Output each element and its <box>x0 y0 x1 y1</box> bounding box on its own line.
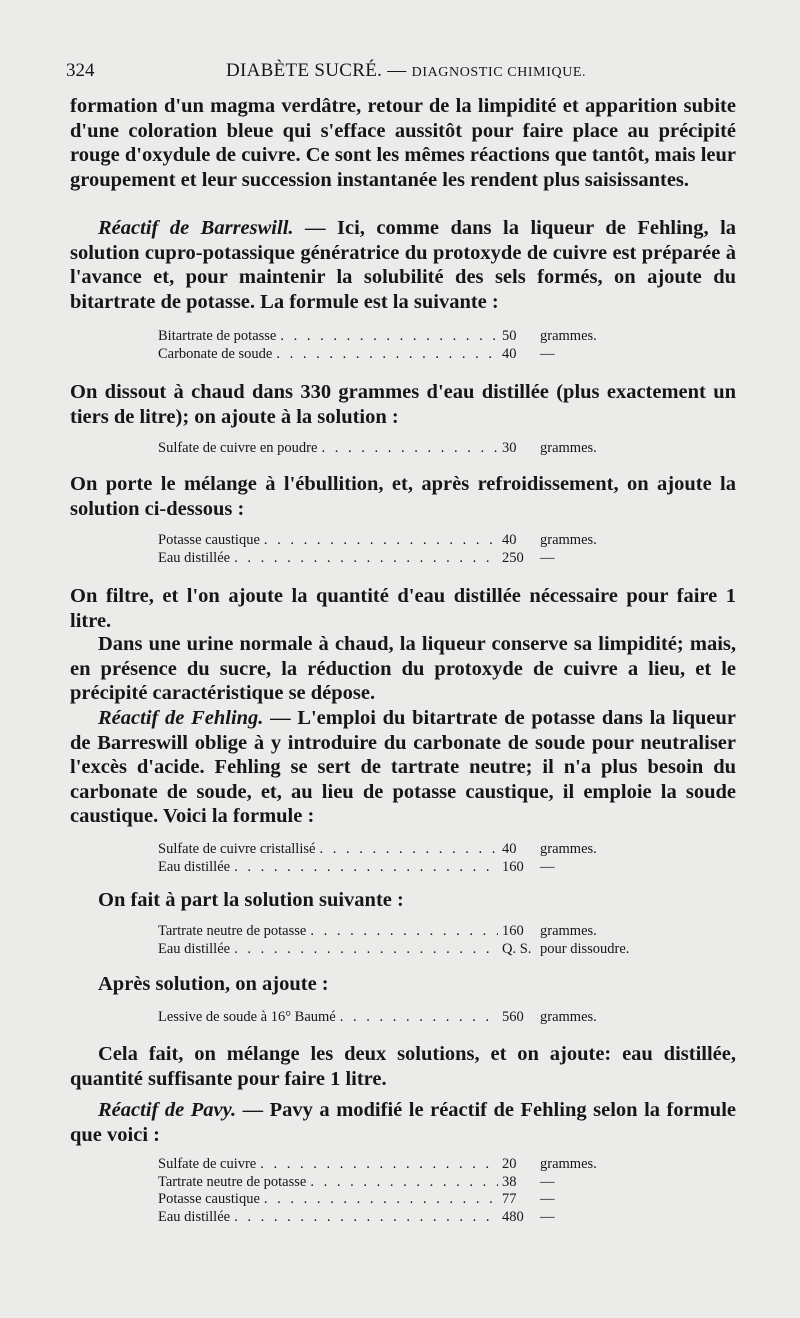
paragraph-text: formation d'un magma verdâtre, retour de la limpidité et apparition subite d'une coloration bleue qui s'efface aussitôt pour faire place au précipité rouge d'oxydule de cuivre. Ce sont les mêmes réactions que tantôt, mais leur groupement et leur succession instantanée les rendent plus saisissantes. <box>70 95 736 191</box>
leader-dots <box>234 941 498 959</box>
ingredient-qty: 40 <box>502 841 517 857</box>
recipe-fehling-2 <box>158 923 658 958</box>
ingredient-qty: 480 <box>502 1208 524 1225</box>
recipe-row <box>158 923 658 941</box>
running-title-section: DIAGNOSTIC CHIMIQUE. <box>411 65 587 80</box>
ingredient-name: Carbonate de soude <box>158 345 273 362</box>
ingredient-name: Lessive de soude à 16° Baumé <box>158 1009 336 1025</box>
ingredient-name: Tartrate neutre de potasse <box>158 1173 307 1190</box>
leader-dots <box>264 532 498 550</box>
leader-dots <box>280 328 498 346</box>
recipe-pavy <box>158 1156 658 1226</box>
recipe-row <box>158 440 658 458</box>
ingredient-unit: — <box>540 345 555 362</box>
page-number: 324 <box>66 60 95 81</box>
recipe-row <box>158 1156 658 1174</box>
recipe-row <box>158 1209 658 1227</box>
ingredient-unit: grammes. <box>540 841 597 857</box>
leader-dots <box>319 841 498 859</box>
running-title-main: DIABÈTE SUCRÉ. — <box>226 60 412 81</box>
paragraph-apres-solution <box>70 972 736 997</box>
paragraph-text <box>70 706 736 829</box>
ingredient-unit: — <box>540 1191 555 1207</box>
ingredient-qty: 77 <box>502 1191 517 1207</box>
paragraph-pavy <box>70 1098 736 1147</box>
recipe-fehling-3 <box>158 1009 658 1027</box>
leader-dots <box>310 1174 498 1192</box>
ingredient-qty: 160 <box>502 858 524 875</box>
ingredient-unit: grammes. <box>540 328 597 344</box>
paragraph-filtre <box>70 584 736 633</box>
leader-dots <box>234 859 498 877</box>
paragraph-text: On dissout à chaud dans 330 grammes d'eau distillée (plus exactement un tiers de litre); on ajoute à la solution : <box>70 381 736 428</box>
paragraph-melange <box>70 1042 736 1091</box>
ingredient-unit: grammes. <box>540 1009 597 1025</box>
leader-dots <box>260 1156 498 1174</box>
paragraph-text: Cela fait, on mélange les deux solutions, et on ajoute: eau distillée, quantité suffisante pour faire 1 litre. <box>70 1043 736 1090</box>
ingredient-unit: grammes. <box>540 440 597 456</box>
ingredient-unit: — <box>540 1173 555 1190</box>
section-title-pavy: Réactif de Pavy. <box>98 1099 237 1121</box>
ingredient-name: Bitartrate de potasse <box>158 328 277 344</box>
recipe-row <box>158 550 658 568</box>
ingredient-qty: 20 <box>502 1156 517 1172</box>
ingredient-qty: 50 <box>502 328 517 344</box>
recipe-row <box>158 859 658 877</box>
ingredient-qty: Q. S. <box>502 940 532 957</box>
leader-dots <box>340 1009 498 1027</box>
recipe-row <box>158 532 658 550</box>
recipe-fehling-1 <box>158 841 658 876</box>
leader-dots <box>310 923 498 941</box>
paragraph-text: Dans une urine normale à chaud, la liqueur conserve sa limpidité; mais, en présence du sucre, la réduction du protoxyde de cuivre a lieu, et le précipité caractéristique se dépose. <box>70 633 736 704</box>
section-title-fehling: Réactif de Fehling. <box>98 707 264 729</box>
ingredient-name: Eau distillée <box>158 549 231 566</box>
running-header <box>66 60 732 86</box>
leader-dots <box>264 1191 498 1209</box>
paragraph-urine <box>70 632 736 706</box>
ingredient-unit: — <box>540 858 555 875</box>
ingredient-unit: — <box>540 1208 555 1225</box>
leader-dots <box>276 346 498 364</box>
leader-dots <box>234 550 498 568</box>
leader-dots <box>234 1209 498 1227</box>
ingredient-qty: 160 <box>502 923 524 939</box>
ingredient-name: Sulfate de cuivre cristallisé <box>158 841 316 857</box>
ingredient-qty: 40 <box>502 532 517 548</box>
running-title <box>226 60 586 82</box>
leader-dots <box>321 440 498 458</box>
paragraph-text: On fait à part la solution suivante : <box>98 889 404 911</box>
paragraph-text: On porte le mélange à l'ébullition, et, après refroidissement, on ajoute la solution ci-dessous : <box>70 473 736 520</box>
recipe-barreswill-3 <box>158 532 658 567</box>
paragraph-dissout <box>70 380 736 429</box>
recipe-row <box>158 1191 658 1209</box>
ingredient-qty: 560 <box>502 1009 524 1025</box>
recipe-barreswill-2 <box>158 440 658 458</box>
recipe-row <box>158 328 658 346</box>
paragraph-text <box>70 216 736 314</box>
ingredient-name: Eau distillée <box>158 940 231 957</box>
ingredient-qty: 30 <box>502 440 517 456</box>
ingredient-qty: 38 <box>502 1173 517 1190</box>
ingredient-name: Sulfate de cuivre <box>158 1156 257 1172</box>
paragraph-barreswill <box>70 216 736 314</box>
paragraph-solution-suivante <box>70 888 736 913</box>
ingredient-unit: grammes. <box>540 1156 597 1172</box>
ingredient-unit: — <box>540 549 555 566</box>
recipe-barreswill-1 <box>158 328 658 363</box>
paragraph-ebullition <box>70 472 736 521</box>
ingredient-name: Eau distillée <box>158 1208 231 1225</box>
ingredient-unit: grammes. <box>540 532 597 548</box>
paragraph-magma <box>70 94 736 192</box>
ingredient-unit: pour dissoudre. <box>540 940 630 957</box>
ingredient-qty: 250 <box>502 549 524 566</box>
ingredient-name: Potasse caustique <box>158 532 260 548</box>
ingredient-qty: 40 <box>502 345 517 362</box>
barreswill-text: — Ici, comme dans la liqueur de Fehling, la solution cupro-potassique génératrice du protoxyde de cuivre est préparée à l'avance et, pour maintenir la solubilité des sels formés, on ajoute du bitartrate de potasse. La formule est la suivante : <box>70 217 737 313</box>
pavy-text: — Pavy a modifié le réactif de Fehling selon la formule que voici : <box>70 1099 736 1146</box>
recipe-row <box>158 941 658 959</box>
paragraph-text: Après solution, on ajoute : <box>98 973 329 995</box>
recipe-row <box>158 841 658 859</box>
ingredient-name: Potasse caustique <box>158 1191 260 1207</box>
section-title-barreswill: Réactif de Barreswill. <box>98 217 294 239</box>
paragraph-text <box>70 1098 736 1147</box>
paragraph-fehling <box>70 706 736 829</box>
ingredient-unit: grammes. <box>540 923 597 939</box>
recipe-row <box>158 1009 658 1027</box>
fehling-text: — L'emploi du bitartrate de potasse dans la liqueur de Barreswill oblige à y introduire du carbonate de soude pour neutraliser l'excès d'acide. Fehling se sert de tartrate neutre; il n'a plus besoin du carbonate de soude, et, au lieu de potasse caustique, il emploie la soude caustique. Voici la formule : <box>70 707 736 827</box>
recipe-row <box>158 346 658 364</box>
ingredient-name: Sulfate de cuivre en poudre <box>158 440 318 456</box>
recipe-row <box>158 1174 658 1192</box>
ingredient-name: Eau distillée <box>158 858 231 875</box>
ingredient-name: Tartrate neutre de potasse <box>158 923 307 939</box>
paragraph-text: On filtre, et l'on ajoute la quantité d'eau distillée nécessaire pour faire 1 litre. <box>70 585 736 632</box>
